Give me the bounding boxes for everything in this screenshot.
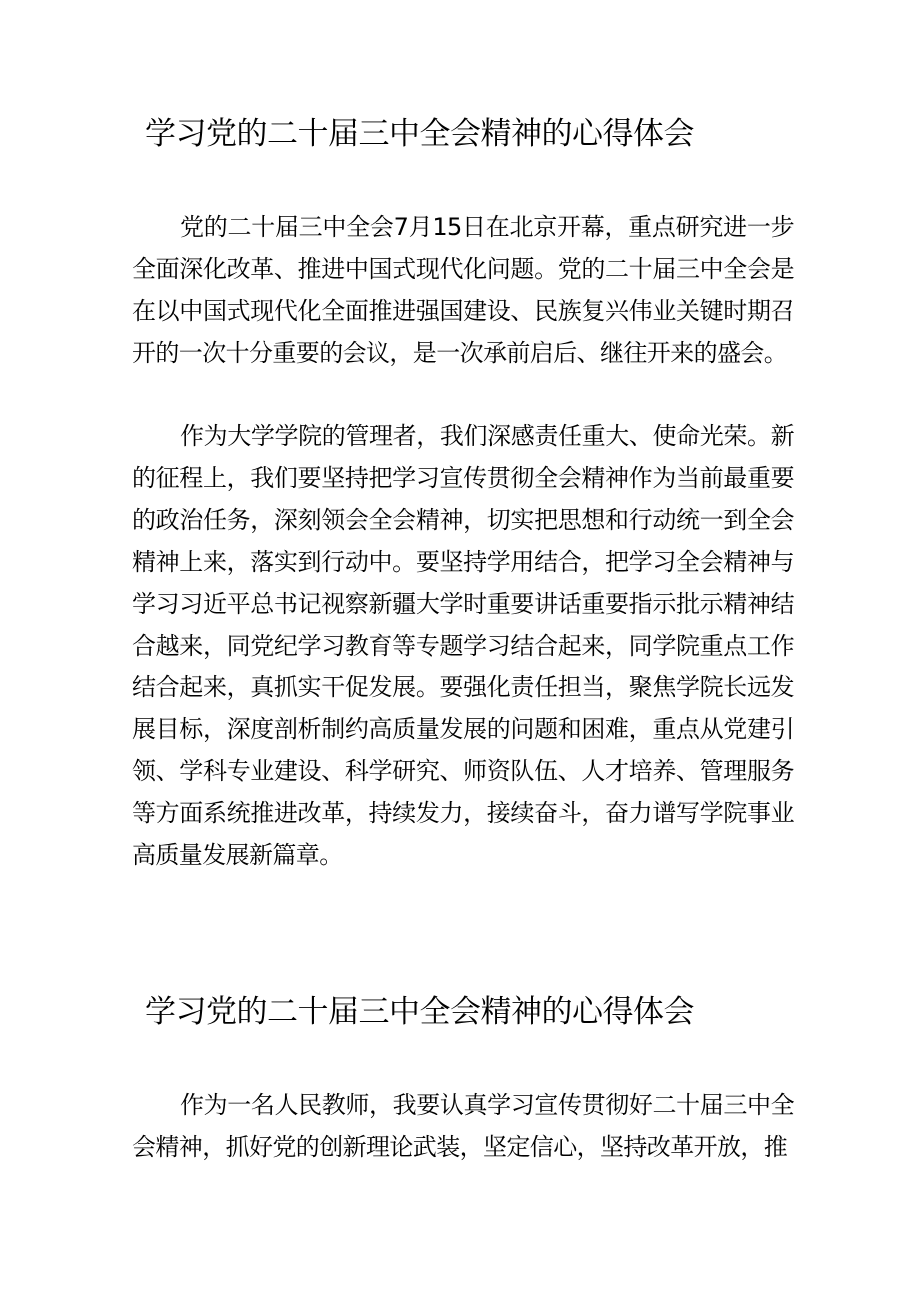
body-paragraph: 党的二十届三中全会7月15日在北京开幕，重点研究进一步全面深化改革、推进中国式现代化问题。党的二十届三中全会是在以中国式现代化全面推进强国建设、民族复兴伟业关键时期召开的一次十分重要的会议，是一次承前启后、继往开来的盛会。 — [132, 213, 794, 367]
section-title: 学习党的二十届三中全会精神的心得体会 — [145, 116, 694, 152]
body-paragraph: 作为大学学院的管理者，我们深感责任重大、使命光荣。新的征程上，我们要坚持把学习宣传贯彻全会精神作为当前最重要的政治任务，深刻领会全会精神，切实把思想和行动统一到全会精神上来，落实到行动中。要坚持学用结合，把学习全会精神与学习习近平总书记视察新疆大学时重要讲话重要指示批示精神结合越来，同党纪学习教育等专题学习结合起来，同学院重点工作结合起来，真抓实干促发展。要强化责任担当，聚焦学院长远发展目标，深度剖析制约高质量发展的问题和困难，重点从党建引领、学科专业建设、科学研究、师资队伍、人才培养、管理服务等方面系统推进改革，持续发力，接续奋斗，奋力谱写学院事业高质量发展新篇章。 — [132, 422, 794, 870]
section-title: 学习党的二十届三中全会精神的心得体会 — [145, 994, 694, 1030]
body-paragraph: 作为一名人民教师，我要认真学习宣传贯彻好二十届三中全会精神，抓好党的创新理论武装，坚定信心，坚持改革开放，推 — [132, 1091, 794, 1161]
